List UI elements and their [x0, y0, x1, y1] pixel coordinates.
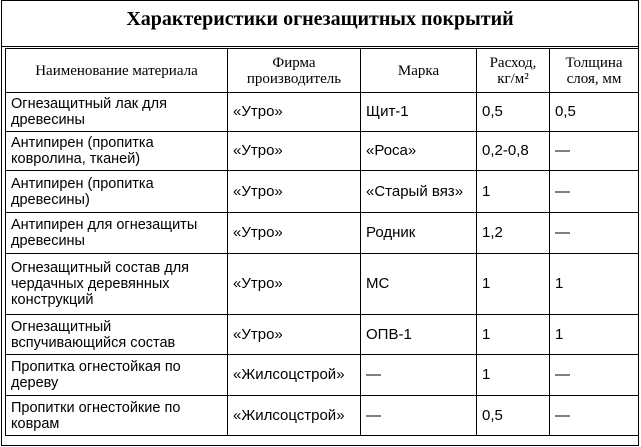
cell-consumption: 0,2-0,8 — [477, 132, 550, 171]
cell-thickness: — — [550, 355, 639, 396]
column-header-firm: Фирма производитель — [228, 49, 361, 93]
cell-consumption: 0,5 — [477, 93, 550, 132]
page-title: Характеристики огнезащитных покрытий — [2, 1, 638, 47]
column-header-brand: Марка — [361, 49, 477, 93]
cell-firm: «Утро» — [228, 254, 361, 315]
table-row — [6, 213, 639, 254]
cell-consumption: 1 — [477, 254, 550, 315]
cell-thickness: 1 — [550, 315, 639, 355]
cell-thickness: — — [550, 396, 639, 436]
cell-brand: Родник — [361, 213, 477, 254]
cell-thickness: — — [550, 213, 639, 254]
cell-brand: «Старый вяз» — [361, 171, 477, 213]
cell-brand: МС — [361, 254, 477, 315]
cell-firm: «Утро» — [228, 93, 361, 132]
cell-brand: «Роса» — [361, 132, 477, 171]
cell-name: Огнезащитный лак для древесины — [6, 93, 228, 132]
table-row — [6, 315, 639, 355]
cell-name: Антипирен (пропитка ковролина, тканей) — [6, 132, 228, 171]
cell-consumption: 0,5 — [477, 396, 550, 436]
column-header-thickness: Толщина слоя, мм — [550, 49, 639, 93]
cell-consumption: 1,2 — [477, 213, 550, 254]
cell-brand: — — [361, 396, 477, 436]
cell-firm: «Утро» — [228, 315, 361, 355]
table-header-row — [6, 49, 639, 93]
table-row — [6, 132, 639, 171]
cell-firm: «Утро» — [228, 132, 361, 171]
cell-firm: «Утро» — [228, 213, 361, 254]
cell-name: Антипирен для огнезащиты древесины — [6, 213, 228, 254]
cell-firm: «Жилсоцстрой» — [228, 355, 361, 396]
table-row — [6, 396, 639, 436]
cell-consumption: 1 — [477, 355, 550, 396]
table-row — [6, 171, 639, 213]
cell-thickness: — — [550, 132, 639, 171]
cell-name: Пропитки огнестойкие по коврам — [6, 396, 228, 436]
cell-name: Огнезащитный состав для чердачных деревянных конструкций — [6, 254, 228, 315]
cell-name: Антипирен (пропитка древесины) — [6, 171, 228, 213]
cell-firm: «Жилсоцстрой» — [228, 396, 361, 436]
column-header-consumption: Расход, кг/м² — [477, 49, 550, 93]
cell-brand: Щит-1 — [361, 93, 477, 132]
table-row — [6, 355, 639, 396]
cell-consumption: 1 — [477, 171, 550, 213]
cell-thickness: 1 — [550, 254, 639, 315]
cell-consumption: 1 — [477, 315, 550, 355]
cell-brand: — — [361, 355, 477, 396]
cell-thickness: 0,5 — [550, 93, 639, 132]
cell-name: Пропитка огнестойкая по дереву — [6, 355, 228, 396]
cell-thickness: — — [550, 171, 639, 213]
document-frame — [1, 0, 639, 446]
table-row — [6, 254, 639, 315]
characteristics-table — [5, 48, 639, 436]
table-row — [6, 93, 639, 132]
cell-brand: ОПВ-1 — [361, 315, 477, 355]
column-header-name: Наименование материала — [6, 49, 228, 93]
cell-firm: «Утро» — [228, 171, 361, 213]
cell-name: Огнезащитный вспучивающийся состав — [6, 315, 228, 355]
